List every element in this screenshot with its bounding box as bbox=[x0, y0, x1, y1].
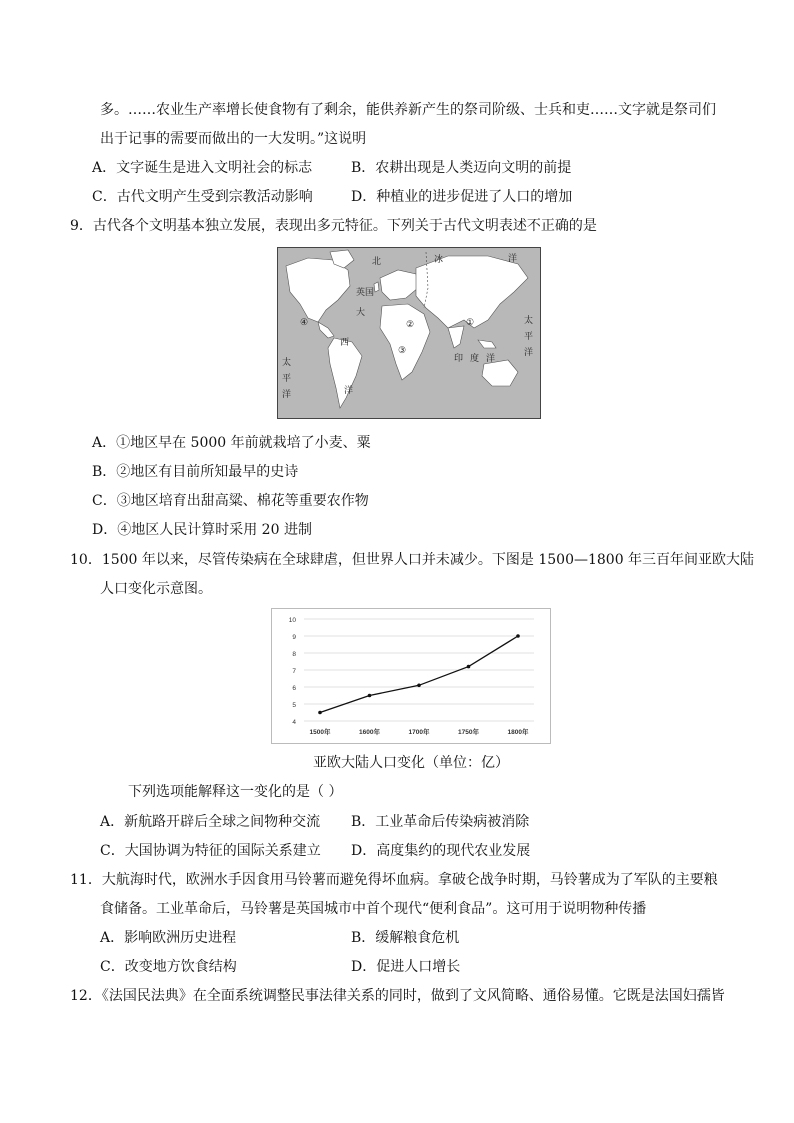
map-label-atlantic-3: 洋 bbox=[344, 386, 354, 396]
population-chart-svg bbox=[272, 609, 550, 743]
q11-stem-line2: 食储备。工业革命后，马铃薯是英国城市中首个现代“便利食品”。这可用于说明物种传播 bbox=[100, 901, 647, 917]
chart-y-tick-label: 7 bbox=[292, 668, 296, 675]
map-label-north: 北 bbox=[372, 257, 382, 267]
chart-y-tick-label: 9 bbox=[292, 634, 296, 641]
q8-option-b[interactable]: B．农耕出现是人类迈向文明的前提 bbox=[351, 160, 572, 176]
map-label-atlantic-1: 大 bbox=[356, 308, 366, 318]
chart-y-tick-label: 5 bbox=[292, 702, 296, 709]
q10-option-b[interactable]: B．工业革命后传染病被消除 bbox=[351, 814, 530, 830]
chart-caption: 亚欧大陆人口变化（单位：亿） bbox=[313, 755, 509, 771]
map-label-indian-3: 洋 bbox=[486, 354, 496, 364]
map-marker-3: ③ bbox=[398, 346, 407, 356]
map-marker-4: ④ bbox=[300, 318, 309, 328]
map-label-britain: 英国 bbox=[356, 288, 375, 298]
q10-stem-line2: 人口变化示意图。 bbox=[100, 581, 212, 597]
q11-option-c[interactable]: C．改变地方饮食结构 bbox=[100, 959, 237, 975]
q9-stem: 9．古代各个文明基本独立发展，表现出多元特征。下列关于古代文明表述不正确的是 bbox=[70, 218, 597, 234]
world-map bbox=[277, 247, 541, 419]
q12-stem-line1: 12．《法国民法典》在全面系统调整民事法律关系的同时，做到了文风简略、通俗易懂。它既是法国妇孺皆 bbox=[70, 988, 725, 1004]
chart-data-point bbox=[516, 634, 520, 638]
chart-x-tick-label: 1700年 bbox=[408, 729, 430, 736]
q8-option-c[interactable]: C．古代文明产生受到宗教活动影响 bbox=[92, 189, 313, 205]
q11-option-b[interactable]: B．缓解粮食危机 bbox=[351, 930, 460, 946]
q11-option-a[interactable]: A．影响欧洲历史进程 bbox=[100, 930, 237, 946]
map-label-atlantic-2: 西 bbox=[340, 338, 350, 348]
q9-option-a[interactable]: A．①地区早在 5000 年前就栽培了小麦、粟 bbox=[92, 435, 371, 451]
chart-data-point bbox=[467, 665, 471, 669]
q10-question: 下列选项能解释这一变化的是（ ） bbox=[128, 784, 343, 800]
map-label-indian-2: 度 bbox=[470, 354, 480, 364]
q8-continuation-line1: 多。……农业生产率增长使食物有了剩余，能供养新产生的祭司阶级、士兵和吏……文字就是祭司们 bbox=[100, 102, 716, 118]
q8-option-d[interactable]: D．种植业的进步促进了人口的增加 bbox=[351, 189, 573, 205]
map-label-pacific-right-1: 太 bbox=[524, 316, 534, 326]
map-label-pacific-right-2: 平 bbox=[524, 332, 534, 342]
chart-y-tick-label: 6 bbox=[292, 685, 296, 692]
map-label-ocean1: 洋 bbox=[508, 254, 518, 264]
chart-x-tick-label: 1600年 bbox=[359, 729, 380, 736]
chart-y-tick-label: 10 bbox=[288, 617, 296, 624]
map-label-pacific-left-3: 洋 bbox=[282, 390, 292, 400]
q10-stem-line1: 10．1500 年以来，尽管传染病在全球肆虐，但世界人口并未减少。下图是 1500—1800 年三百年间亚欧大陆 bbox=[70, 552, 755, 568]
map-label-pacific-left-2: 平 bbox=[282, 374, 292, 384]
chart-data-point bbox=[318, 711, 322, 715]
map-label-indian-1: 印 bbox=[454, 354, 464, 364]
q11-stem-line1: 11．大航海时代，欧洲水手因食用马铃薯而避免得坏血病。拿破仑战争时期，马铃薯成为了军队的主要粮 bbox=[70, 872, 718, 888]
q8-continuation-line2: 出于记事的需要而做出的一大发明。”这说明 bbox=[100, 131, 367, 147]
population-chart bbox=[271, 608, 551, 744]
chart-data-point bbox=[417, 684, 421, 688]
chart-y-tick-label: 8 bbox=[292, 651, 296, 658]
world-map-graphic bbox=[278, 248, 540, 418]
map-marker-2: ② bbox=[406, 320, 415, 330]
map-label-pacific-left-1: 太 bbox=[282, 358, 292, 368]
chart-x-tick-label: 1500年 bbox=[309, 729, 331, 736]
map-marker-1: ① bbox=[466, 318, 475, 328]
chart-data-point bbox=[368, 694, 372, 698]
q9-option-b[interactable]: B．②地区有目前所知最早的史诗 bbox=[92, 464, 299, 480]
q10-option-c[interactable]: C．大国协调为特征的国际关系建立 bbox=[100, 843, 321, 859]
chart-y-tick-label: 4 bbox=[292, 719, 296, 726]
q8-option-a[interactable]: A．文字诞生是进入文明社会的标志 bbox=[92, 160, 313, 176]
map-label-ice: 冰 bbox=[434, 255, 444, 265]
chart-series-line bbox=[320, 636, 518, 713]
q10-option-a[interactable]: A．新航路开辟后全球之间物种交流 bbox=[100, 814, 321, 830]
q9-option-c[interactable]: C．③地区培育出甜高粱、棉花等重要农作物 bbox=[92, 493, 369, 509]
map-label-pacific-right-3: 洋 bbox=[524, 348, 534, 358]
q11-option-d[interactable]: D．促进人口增长 bbox=[351, 959, 461, 975]
q10-option-d[interactable]: D．高度集约的现代农业发展 bbox=[351, 843, 531, 859]
chart-x-tick-label: 1750年 bbox=[458, 729, 479, 736]
q9-option-d[interactable]: D．④地区人民计算时采用 20 进制 bbox=[92, 522, 312, 538]
chart-x-tick-label: 1800年 bbox=[507, 729, 529, 736]
